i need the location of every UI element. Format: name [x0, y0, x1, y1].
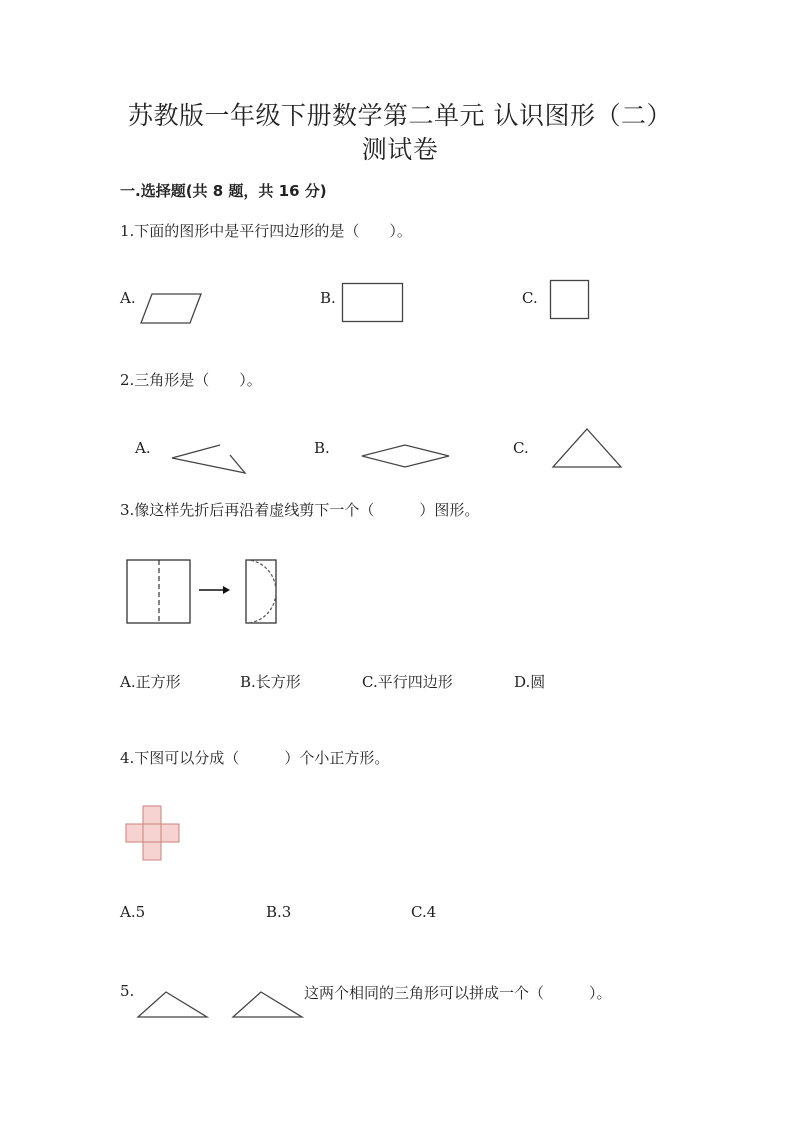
q3-option-a: A.正方形	[120, 673, 181, 691]
rhombus-shape	[360, 443, 452, 469]
q3-option-c: C.平行四边形	[362, 673, 453, 691]
q4-option-c: C.4	[411, 903, 437, 921]
fold-cut-diagram	[126, 558, 278, 626]
square-shape	[549, 279, 591, 321]
triangle-2-shape	[231, 990, 305, 1020]
question-1-text: 1.下面的图形中是平行四边形的是（ ）。	[120, 222, 412, 240]
rectangle-shape	[341, 282, 405, 324]
q2-option-c-label: C.	[513, 439, 529, 457]
question-2-text: 2.三角形是（ ）。	[120, 371, 262, 389]
parallelogram-shape	[138, 292, 204, 326]
question-5-text: 这两个相同的三角形可以拼成一个（ ）。	[304, 984, 612, 1002]
question-3-text: 3.像这样先折后再沿着虚线剪下一个（ ）图形。	[120, 501, 480, 519]
q1-option-c-label: C.	[522, 289, 538, 307]
q2-option-b-label: B.	[314, 439, 330, 457]
page-subtitle: 测试卷	[361, 135, 439, 164]
triangle-1-shape	[136, 990, 210, 1020]
q3-option-b: B.长方形	[240, 673, 301, 691]
q1-option-a-label: A.	[120, 289, 136, 307]
cross-of-squares-shape	[125, 805, 181, 861]
question-5-number: 5.	[120, 982, 135, 1000]
q4-option-a: A.5	[120, 903, 146, 921]
section-heading: 一.选择题(共 8 题，共 16 分)	[120, 182, 327, 200]
q4-option-b: B.3	[266, 903, 292, 921]
q3-option-d: D.圆	[514, 673, 546, 691]
open-angle-shape	[170, 443, 248, 475]
page-title: 苏教版一年级下册数学第二单元 认识图形（二）	[128, 101, 672, 130]
question-4-text: 4.下图可以分成（ ）个小正方形。	[120, 749, 390, 767]
q1-option-b-label: B.	[320, 289, 336, 307]
q2-option-a-label: A.	[135, 439, 151, 457]
triangle-shape	[551, 427, 623, 469]
